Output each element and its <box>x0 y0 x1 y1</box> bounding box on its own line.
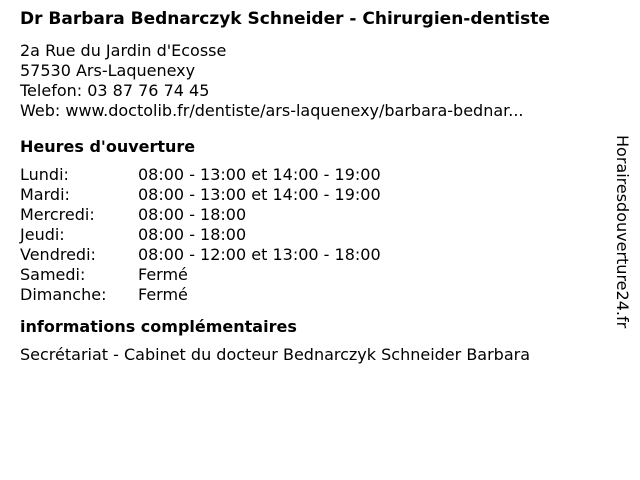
hours-row-tuesday <box>20 185 610 205</box>
day-label: Jeudi: <box>20 225 65 244</box>
phone-number: Telefon: 03 87 76 74 45 <box>20 81 210 100</box>
additional-info-text: Secrétariat - Cabinet du docteur Bednarczyk Schneider Barbara <box>20 345 531 364</box>
hours-row-thursday <box>20 225 610 245</box>
address-block <box>20 41 610 121</box>
day-label: Mardi: <box>20 185 70 204</box>
opening-hours-heading: Heures d'ouverture <box>20 137 196 156</box>
time-value: Fermé <box>138 285 188 304</box>
page-title: Dr Barbara Bednarczyk Schneider - Chirurgien-dentiste <box>20 9 550 29</box>
day-label: Vendredi: <box>20 245 96 264</box>
site-watermark: Horairesdouverture24.fr <box>613 135 632 329</box>
time-value: 08:00 - 12:00 et 13:00 - 18:00 <box>138 245 381 264</box>
street-address: 2a Rue du Jardin d'Ecosse <box>20 41 227 60</box>
business-card <box>20 10 610 365</box>
hours-row-friday <box>20 245 610 265</box>
website-link[interactable]: Web: www.doctolib.fr/dentiste/ars-laquenexy/barbara-bednar... <box>20 101 524 120</box>
hours-row-monday <box>20 165 610 185</box>
hours-row-sunday <box>20 285 610 305</box>
city-address: 57530 Ars-Laquenexy <box>20 61 196 80</box>
day-label: Mercredi: <box>20 205 95 224</box>
time-value: Fermé <box>138 265 188 284</box>
day-label: Samedi: <box>20 265 86 284</box>
hours-row-wednesday <box>20 205 610 225</box>
opening-hours-table <box>20 165 610 305</box>
day-label: Lundi: <box>20 165 69 184</box>
time-value: 08:00 - 13:00 et 14:00 - 19:00 <box>138 165 381 184</box>
day-label: Dimanche: <box>20 285 107 304</box>
time-value: 08:00 - 18:00 <box>138 205 247 224</box>
additional-info-heading: informations complémentaires <box>20 317 297 336</box>
time-value: 08:00 - 13:00 et 14:00 - 19:00 <box>138 185 381 204</box>
time-value: 08:00 - 18:00 <box>138 225 247 244</box>
hours-row-saturday <box>20 265 610 285</box>
